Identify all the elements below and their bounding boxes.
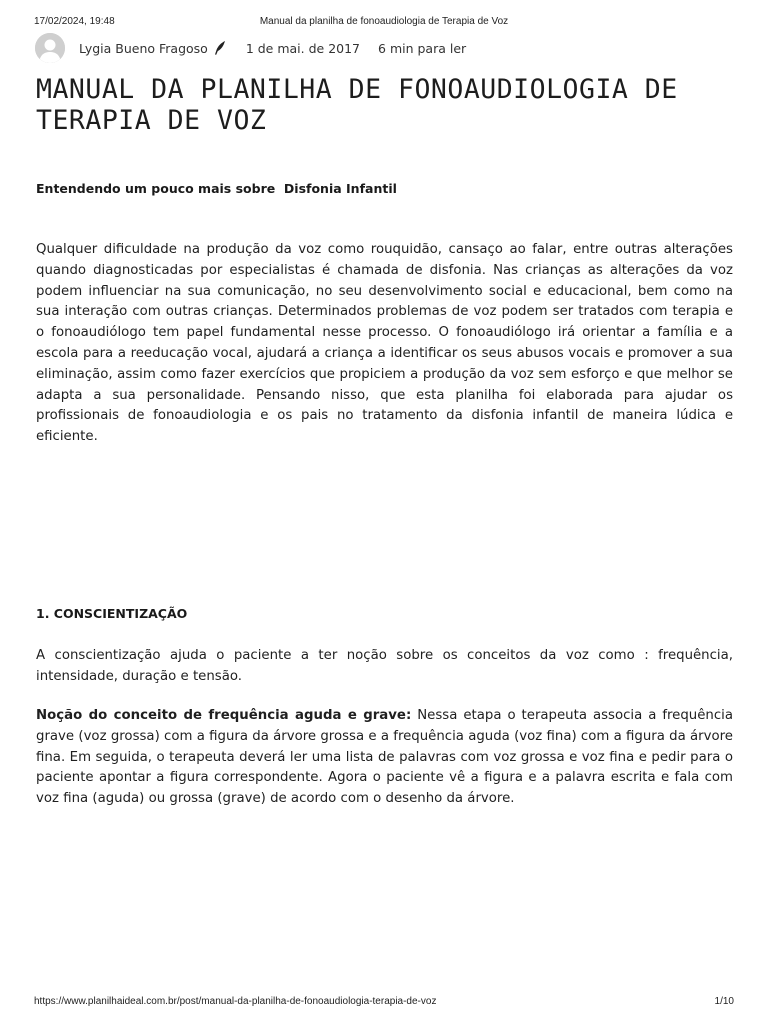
nocao-frequencia-paragraph (36, 706, 733, 810)
page-title: MANUAL DA PLANILHA DE FONOAUDIOLOGIA DE TERAPIA DE VOZ (36, 74, 678, 136)
print-footer (34, 996, 734, 1010)
author-name[interactable]: Lygia Bueno Fragoso (79, 40, 208, 56)
page-url[interactable]: https://www.planilhaideal.com.br/post/manual-da-planilha-de-fonoaudiologia-terapia-de-voz (34, 996, 437, 1007)
section-heading-conscientizacao: 1. CONSCIENTIZAÇÃO (36, 606, 188, 621)
article-subtitle: Entendendo um pouco mais sobre Disfonia Infantil (36, 181, 397, 196)
avatar[interactable] (35, 33, 65, 63)
read-time: 6 min para ler (378, 40, 467, 56)
quill-pen-icon (214, 41, 226, 55)
page-number: 1/10 (714, 996, 734, 1007)
intro-paragraph: Qualquer dificuldade na produção da voz como rouquidão, cansaço ao falar, entre outras alterações quando diagnosticadas por especialistas é chamada de disfonia. Nas crianças as alterações da voz podem influenciar na sua comunicação, no seu desenvolvimento social e educacional, bem como na sua interação com outras crianças. Determinados problemas de voz podem ser tratados com terapia e o fonoaudiólogo tem papel fundamental nesse processo. O fonoaudiólogo irá orientar a família e a escola para a reeducação vocal, ajudará a criança a identificar os seus abusos vocais e promover a sua eliminação, assim como fazer exercícios que propiciem a produção da voz sem esforço e que melhor se adapta a sua personalidade. Pensando nisso, que esta planilha foi elaborada para ajudar os profissionais de fonoaudiologia e os pais no tratamento da disfonia infantil de maneira lúdica e eficiente. (36, 242, 733, 445)
nocao-frequencia-text: Nessa etapa o terapeuta associa a frequência grave (voz grossa) com a figura da árvore grossa e a frequência aguda (voz fina) com a figura da árvore fina. Em seguida, o terapeuta deverá ler uma lista de palavras com voz grossa e voz fina e pedir para o paciente apontar a figura correspondente. Agora o paciente vê a figura e a palavra escrita e fala com voz fina (aguda) ou grossa (grave) de acordo com o desenho da árvore. (36, 708, 733, 807)
user-silhouette-icon (35, 33, 65, 63)
nocao-frequencia-heading: Noção do conceito de frequência aguda e grave: (36, 708, 412, 723)
post-date: 1 de mai. de 2017 (245, 40, 361, 56)
print-document-title: Manual da planilha de fonoaudiologia de Terapia de Voz (259, 16, 509, 27)
print-header (34, 16, 734, 30)
print-datetime: 17/02/2024, 19:48 (34, 16, 115, 27)
conscientizacao-paragraph: A conscientização ajuda o paciente a ter noção sobre os conceitos da voz como : frequência, intensidade, duração e tensão. (36, 648, 733, 684)
author-row (35, 33, 466, 63)
